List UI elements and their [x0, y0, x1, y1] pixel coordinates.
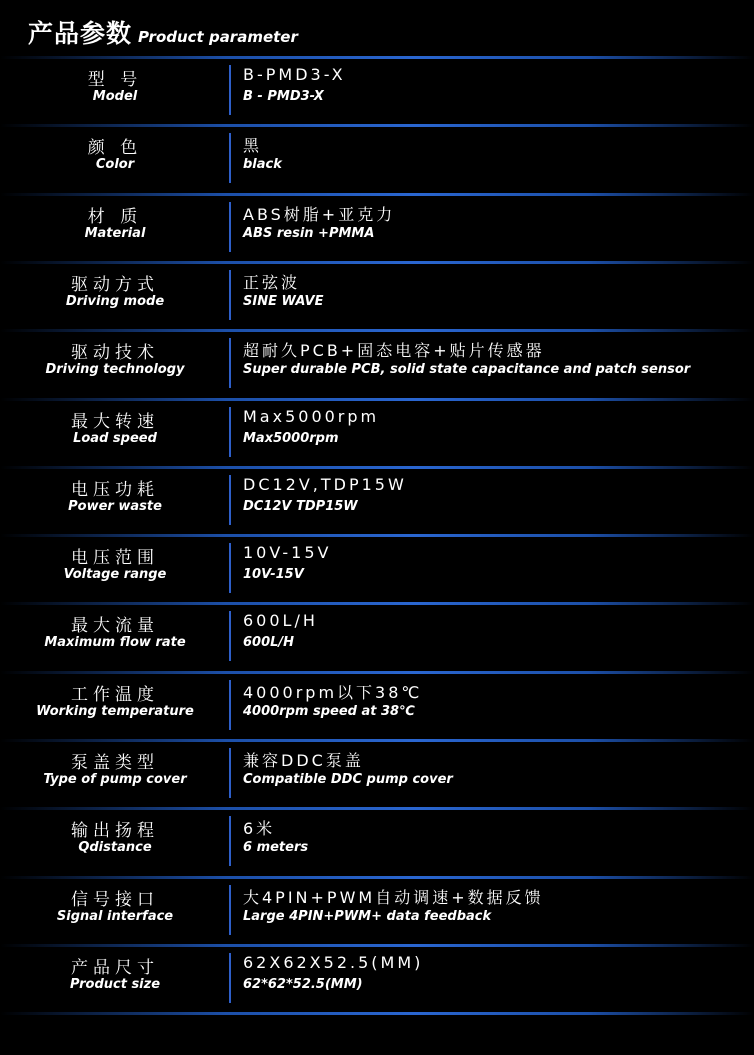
row-value-zh: 600L/H	[243, 611, 318, 631]
row-label-en: Load speed	[73, 430, 157, 446]
row-label-zh: 最大转速	[71, 411, 159, 432]
row-label-zh: 信号接口	[71, 889, 159, 910]
row-label-zh: 最大流量	[71, 616, 159, 637]
row-label-en: Type of pump cover	[43, 772, 187, 787]
row-label	[0, 59, 230, 119]
row-label-en: Product size	[69, 976, 161, 992]
row-label	[0, 537, 230, 597]
row-value-en: Max5000rpm	[243, 430, 339, 446]
row-label-zh: 产品尺寸	[71, 957, 159, 978]
row-value-zh: 正弦波	[243, 272, 301, 292]
row-value	[243, 605, 750, 665]
table-row	[0, 469, 754, 529]
row-value-en: SINE WAVE	[243, 293, 324, 309]
row-value	[243, 469, 750, 529]
row-label	[0, 947, 230, 1007]
row-label-en: Signal interface	[56, 908, 174, 924]
row-value-zh: ABS树脂+亚克力	[243, 204, 396, 224]
table-row	[0, 196, 754, 256]
column-separator	[229, 475, 231, 525]
row-divider	[0, 1012, 754, 1015]
table-row	[0, 401, 754, 461]
row-label-zh: 电压范围	[71, 548, 159, 569]
row-label-en: Qdistance	[78, 840, 152, 856]
row-label-zh: 工作温度	[71, 684, 159, 705]
row-value-zh: 黑	[243, 136, 263, 156]
row-label	[0, 469, 230, 529]
row-value-zh: 10V-15V	[243, 543, 332, 563]
row-label-zh: 输出扬程	[71, 821, 159, 842]
row-label-en: Working temperature	[36, 703, 194, 719]
table-row	[0, 537, 754, 597]
row-label-zh: 材 质	[87, 206, 143, 227]
row-label	[0, 879, 230, 939]
row-value	[243, 537, 750, 597]
column-separator	[229, 133, 231, 183]
table-row	[0, 879, 754, 939]
row-label	[0, 332, 230, 392]
row-value	[243, 742, 750, 802]
row-label	[0, 810, 230, 870]
table-row	[0, 810, 754, 870]
row-label-zh: 泵盖类型	[71, 753, 159, 773]
row-value-en: 6 meters	[243, 840, 309, 856]
column-separator	[229, 748, 231, 798]
row-value-en: B - PMD3-X	[243, 89, 324, 104]
row-value-zh: 4000rpm以下38℃	[243, 682, 423, 702]
row-value-en: 62*62*52.5(MM)	[243, 976, 363, 992]
row-value-en: 10V-15V	[243, 567, 304, 583]
table-row	[0, 605, 754, 665]
row-value	[243, 810, 750, 870]
row-value	[243, 879, 750, 939]
column-separator	[229, 885, 231, 935]
row-label	[0, 401, 230, 461]
column-separator	[229, 65, 231, 115]
table-row	[0, 674, 754, 734]
column-separator	[229, 953, 231, 1003]
row-value-zh: 超耐久PCB+固态电容+贴片传感器	[243, 341, 545, 361]
row-value-en: black	[243, 157, 282, 173]
row-value	[243, 196, 750, 256]
row-label-en: Model	[92, 89, 138, 104]
row-label-zh: 驱动技术	[71, 343, 159, 364]
row-value-en: Super durable PCB, solid state capacitance and patch sensor	[243, 362, 691, 378]
row-value-zh: 大4PIN+PWM自动调速+数据反馈	[243, 887, 544, 907]
column-separator	[229, 407, 231, 457]
page-subtitle: Product parameter	[138, 28, 298, 46]
row-label-en: Driving mode	[65, 293, 165, 309]
row-value-zh: 62X62X52.5(MM)	[243, 952, 424, 972]
row-value-en: ABS resin +PMMA	[243, 225, 375, 241]
row-value	[243, 401, 750, 461]
row-value-en: Large 4PIN+PWM+ data feedback	[243, 908, 492, 924]
column-separator	[229, 270, 231, 320]
row-label-zh: 颜 色	[87, 138, 143, 159]
table-row	[0, 59, 754, 119]
row-value	[243, 59, 750, 119]
row-label-zh: 型 号	[87, 70, 143, 90]
row-label-en: Driving technology	[45, 362, 185, 378]
column-separator	[229, 816, 231, 866]
row-label-en: Color	[95, 157, 135, 173]
row-value	[243, 127, 750, 187]
row-label	[0, 127, 230, 187]
row-value-en: DC12V TDP15W	[243, 498, 358, 514]
row-label-zh: 驱动方式	[71, 274, 159, 295]
column-separator	[229, 611, 231, 661]
table-row	[0, 947, 754, 1007]
row-value	[243, 947, 750, 1007]
column-separator	[229, 543, 231, 593]
row-value	[243, 674, 750, 734]
row-label	[0, 742, 230, 802]
column-separator	[229, 338, 231, 388]
row-label-en: Power waste	[68, 498, 162, 514]
row-value	[243, 264, 750, 324]
table-row	[0, 742, 754, 802]
page-header	[28, 14, 298, 54]
row-label	[0, 605, 230, 665]
page-title: 产品参数	[28, 19, 133, 48]
table-row	[0, 332, 754, 392]
row-label	[0, 264, 230, 324]
column-separator	[229, 202, 231, 252]
row-value-zh: B-PMD3-X	[243, 65, 346, 84]
table-row	[0, 127, 754, 187]
column-separator	[229, 680, 231, 730]
row-label	[0, 196, 230, 256]
row-label-en: Voltage range	[63, 567, 167, 583]
table-row	[0, 264, 754, 324]
row-label-en: Material	[84, 225, 146, 241]
row-label-en: Maximum flow rate	[44, 635, 186, 651]
row-value-zh: DC12V,TDP15W	[243, 474, 407, 494]
row-value-en: 4000rpm speed at 38℃	[243, 703, 415, 719]
row-label-zh: 电压功耗	[71, 479, 159, 500]
row-value-en: 600L/H	[243, 635, 295, 651]
row-value-zh: Max5000rpm	[243, 406, 380, 426]
row-value	[243, 332, 750, 392]
row-label	[0, 674, 230, 734]
row-value-zh: 6米	[243, 819, 276, 839]
row-value-zh: 兼容DDC泵盖	[243, 751, 364, 770]
row-value-en: Compatible DDC pump cover	[243, 772, 453, 787]
